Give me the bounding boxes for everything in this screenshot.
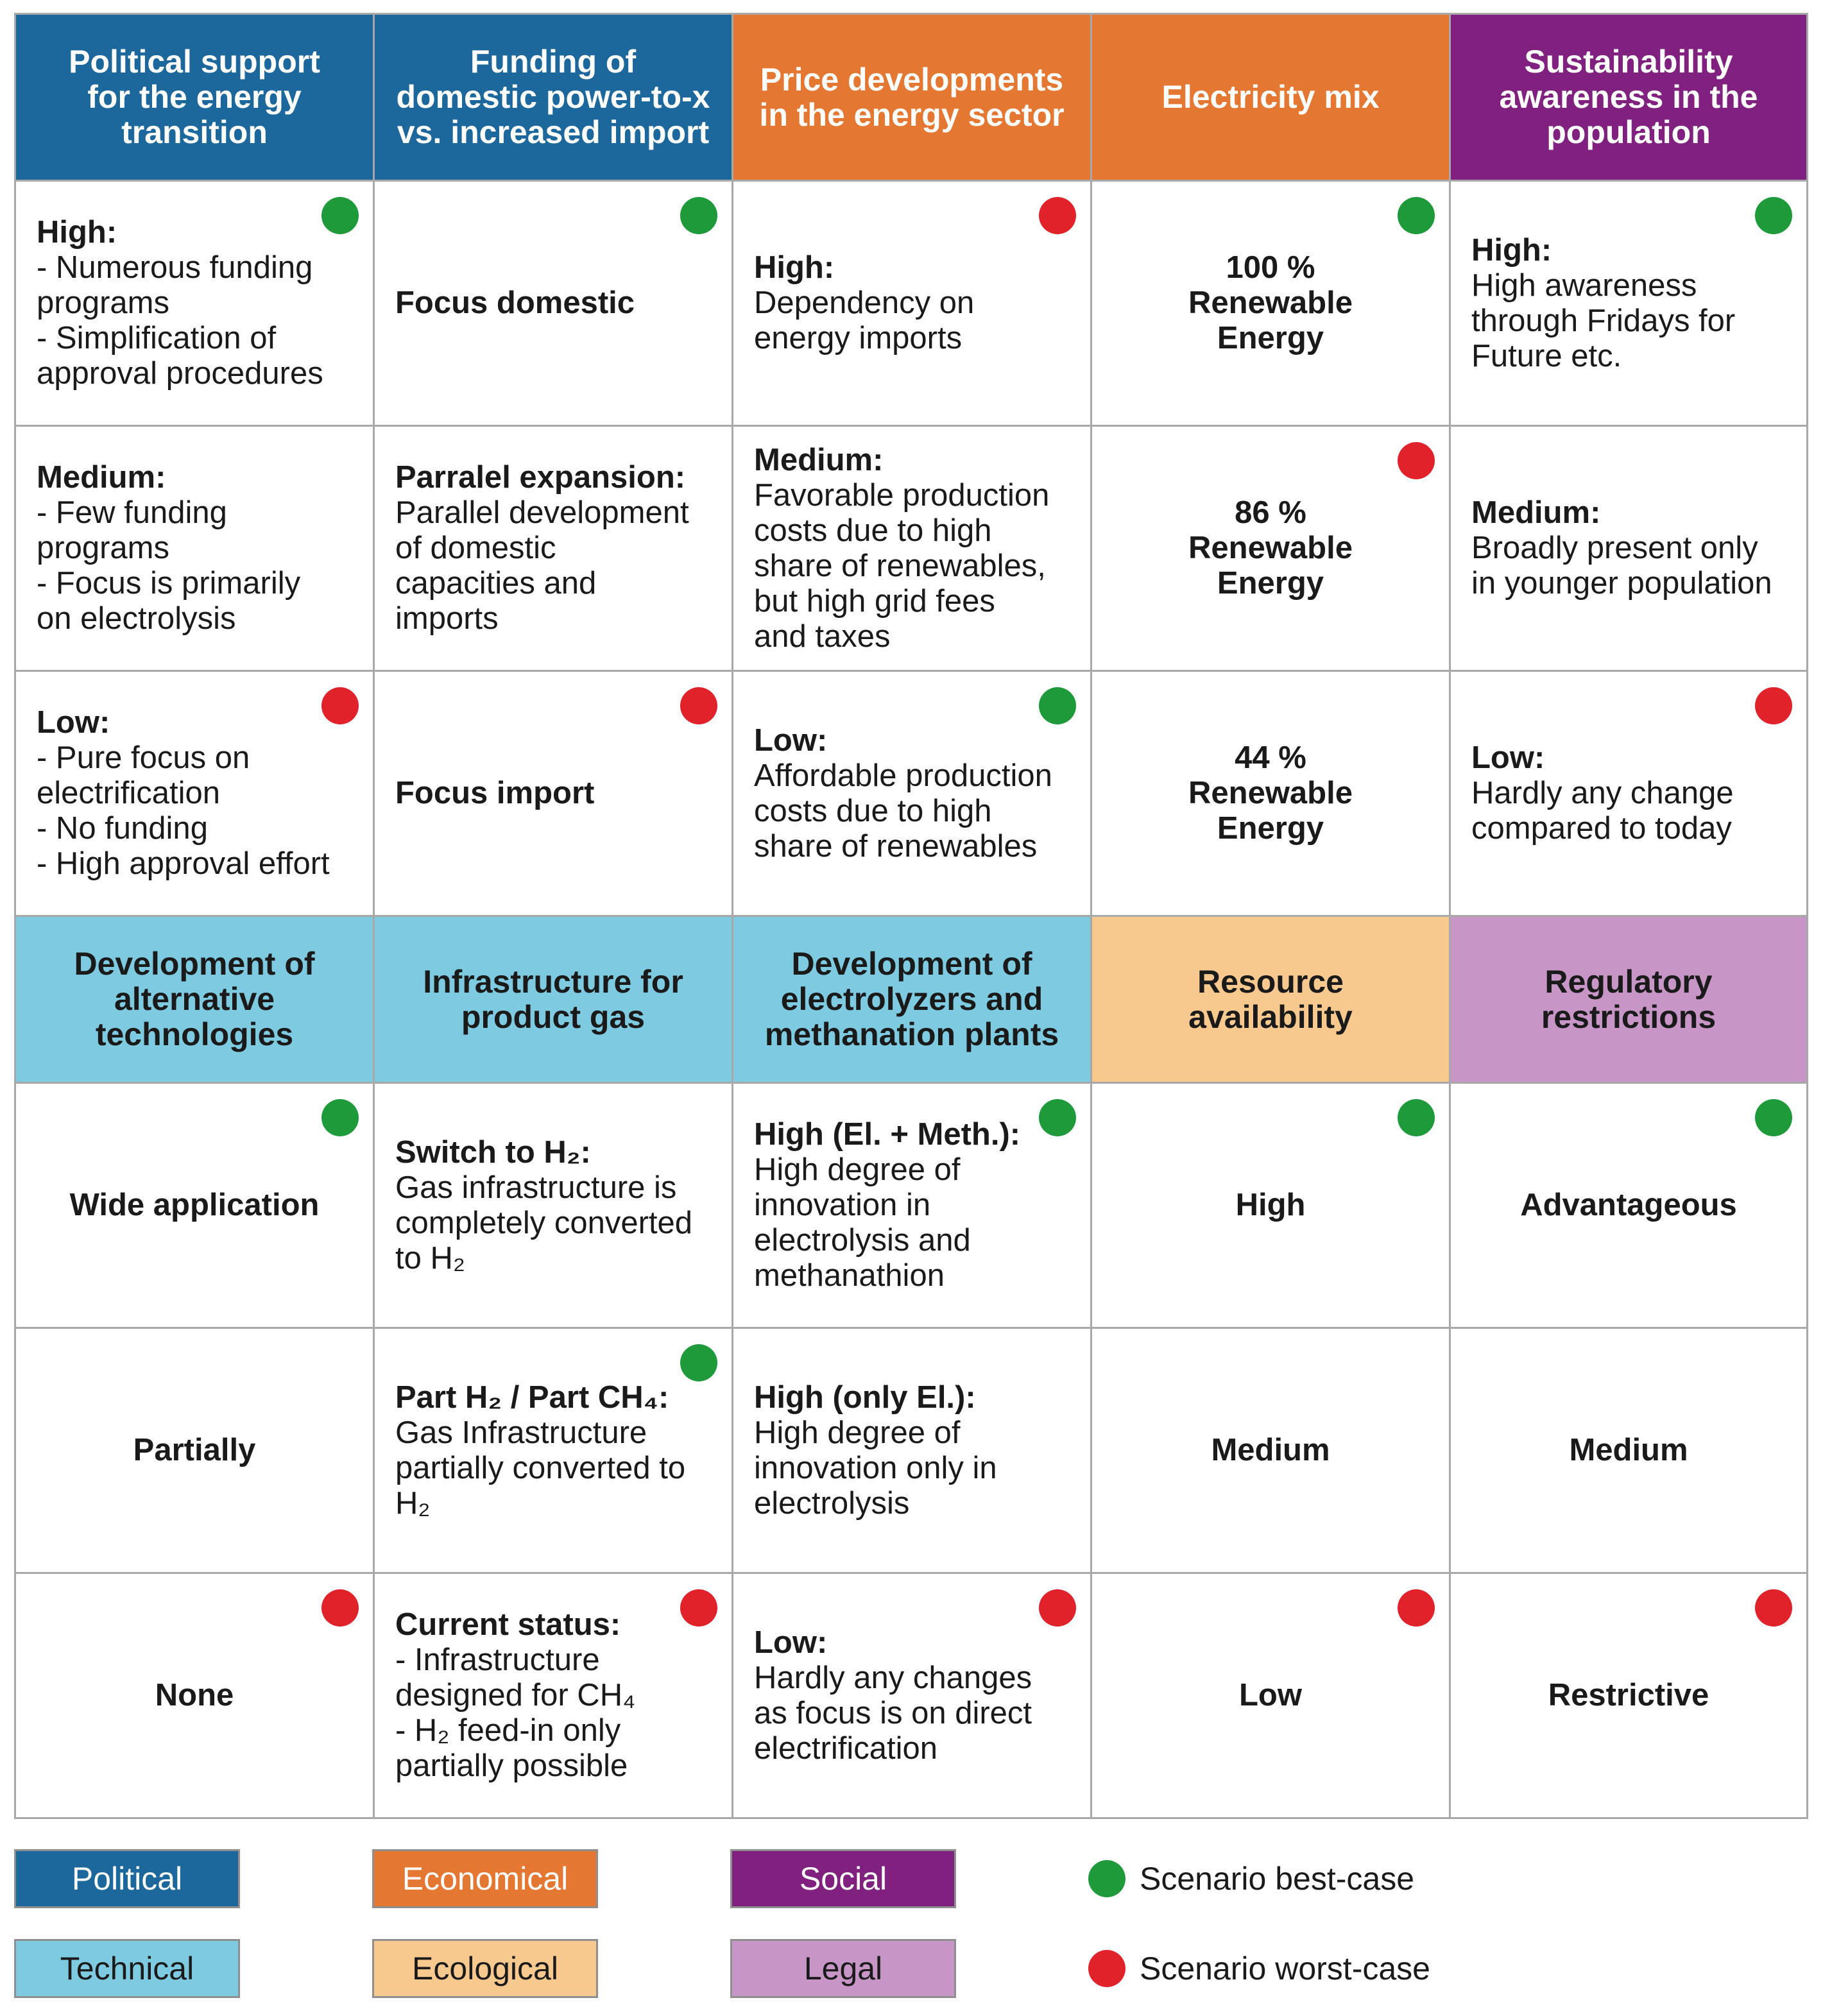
legend-legal bbox=[730, 1939, 956, 1998]
scenario-cell bbox=[1090, 180, 1451, 427]
worst-case-dot-icon bbox=[1398, 1589, 1435, 1627]
cell-text bbox=[754, 1117, 1020, 1294]
worst-case-dot-icon bbox=[1039, 197, 1076, 234]
category-header-funding-of-domestic-power-to-x-vs-increased-import bbox=[373, 13, 733, 182]
scenario-cell bbox=[1090, 670, 1451, 917]
cell-text bbox=[1188, 740, 1353, 846]
cell-text bbox=[155, 1678, 234, 1713]
cell-text bbox=[1188, 250, 1353, 356]
cell-body: - Few funding programs - Focus is primarily on electrolysis bbox=[37, 495, 301, 636]
worst-case-dot-icon bbox=[1039, 1589, 1076, 1627]
cell-body: Hardly any changes as focus is on direct electrification bbox=[754, 1660, 1032, 1766]
cell-title: High (El. + Meth.): bbox=[754, 1117, 1021, 1152]
best-case-dot-icon bbox=[680, 197, 717, 234]
cell-body: Favorable production costs due to high share of renewables, but high grid fees and taxes bbox=[754, 477, 1050, 654]
cell-text bbox=[37, 215, 323, 391]
cell-title: Advantageous bbox=[1520, 1188, 1737, 1222]
scenario-cell bbox=[1090, 1327, 1451, 1574]
cell-text bbox=[754, 443, 1049, 654]
cell-title: Switch to H₂: bbox=[395, 1134, 591, 1170]
best-case-dot-icon bbox=[321, 1099, 359, 1136]
scenario-cell bbox=[732, 1572, 1092, 1819]
best-case-dot-icon bbox=[1039, 1099, 1076, 1136]
cell-text bbox=[395, 286, 635, 321]
cell-body: Gas Infrastructure partially converted to H₂ bbox=[395, 1415, 686, 1521]
cell-text bbox=[133, 1433, 256, 1468]
scenario-cell bbox=[373, 425, 733, 672]
cell-text bbox=[37, 705, 330, 882]
scenario-matrix bbox=[14, 13, 1808, 1824]
scenario-cell bbox=[14, 1082, 375, 1329]
cell-text bbox=[70, 1188, 320, 1223]
cell-title: Low: bbox=[37, 705, 110, 740]
cell-title: High: bbox=[37, 215, 117, 250]
cell-text bbox=[754, 1380, 997, 1521]
cell-text bbox=[1211, 1433, 1330, 1468]
best-case-dot-icon bbox=[1039, 687, 1076, 724]
category-header-regulatory-restrictions bbox=[1449, 915, 1808, 1084]
cell-text bbox=[395, 1607, 635, 1784]
scenario-cell bbox=[373, 670, 733, 917]
cell-title: Focus import bbox=[395, 776, 595, 810]
legend-social bbox=[730, 1849, 956, 1908]
scenario-cell bbox=[1090, 425, 1451, 672]
cell-body: Hardly any change compared to today bbox=[1471, 776, 1734, 846]
cell-title: Medium: bbox=[1471, 495, 1601, 530]
cell-text bbox=[1520, 1188, 1737, 1223]
legend-economical bbox=[372, 1849, 598, 1908]
cell-title: Medium: bbox=[754, 442, 884, 477]
category-header-electricity-mix bbox=[1090, 13, 1451, 182]
legend-technical bbox=[14, 1939, 240, 1998]
scenario-cell bbox=[14, 670, 375, 917]
best-case-dot-icon bbox=[321, 197, 359, 234]
best-case-dot-icon bbox=[1398, 1099, 1435, 1136]
cell-title: 44 % Renewable Energy bbox=[1188, 740, 1353, 846]
scenario-cell bbox=[732, 670, 1092, 917]
cell-title: Focus domestic bbox=[395, 286, 635, 320]
cell-title: Low: bbox=[754, 722, 828, 758]
header-title: Electricity mix bbox=[1161, 79, 1380, 115]
cell-body: Broadly present only in younger population bbox=[1471, 531, 1772, 601]
cell-title: None bbox=[155, 1678, 234, 1713]
cell-body: High awareness through Fridays for Future etc. bbox=[1471, 268, 1736, 373]
header-title: Political support for the energy transition bbox=[69, 44, 320, 150]
scenario-cell bbox=[373, 1082, 733, 1329]
scenario-cell bbox=[14, 1327, 375, 1574]
cell-title: Partially bbox=[133, 1433, 256, 1467]
best-case-dot-icon bbox=[1755, 197, 1792, 234]
cell-title: Low: bbox=[754, 1625, 828, 1660]
cell-body: Parallel development of domestic capacities and imports bbox=[395, 495, 689, 636]
scenario-cell bbox=[732, 180, 1092, 427]
scenario-cell bbox=[14, 180, 375, 427]
worst-case-dot-icon bbox=[1755, 1589, 1792, 1627]
scenario-cell bbox=[1449, 1572, 1808, 1819]
header-title: Funding of domestic power-to-x vs. increased import bbox=[396, 44, 710, 150]
worst-case-legend-label: Scenario worst-case bbox=[1140, 1951, 1430, 1986]
legend-political bbox=[14, 1849, 240, 1908]
cell-text bbox=[754, 1625, 1032, 1766]
worst-case-legend-dot-icon bbox=[1088, 1950, 1125, 1987]
scenario-cell bbox=[1449, 180, 1808, 427]
cell-body: High degree of innovation in electrolysis and methanathion bbox=[754, 1152, 971, 1293]
cell-text bbox=[37, 460, 300, 636]
category-header-development-of-alternative-technologies bbox=[14, 915, 375, 1084]
cell-title: Parralel expansion: bbox=[395, 460, 686, 495]
worst-case-dot-icon bbox=[321, 1589, 359, 1627]
cell-text bbox=[1548, 1678, 1709, 1713]
header-title: Sustainability awareness in the population bbox=[1499, 44, 1758, 150]
best-case-legend-dot-icon bbox=[1088, 1860, 1125, 1897]
worst-case-dot-icon bbox=[1755, 687, 1792, 724]
cell-text bbox=[395, 1135, 692, 1276]
cell-title: 86 % Renewable Energy bbox=[1188, 495, 1353, 601]
scenario-cell bbox=[14, 425, 375, 672]
header-title: Development of electrolyzers and methanation plants bbox=[764, 946, 1059, 1052]
cell-title: Part H₂ / Part CH₄: bbox=[395, 1380, 669, 1415]
cell-title: High: bbox=[754, 250, 835, 285]
cell-body: Dependency on energy imports bbox=[754, 286, 975, 355]
cell-title: Medium bbox=[1211, 1433, 1330, 1467]
scenario-cell bbox=[732, 425, 1092, 672]
cell-text bbox=[1471, 495, 1772, 601]
cell-text bbox=[754, 250, 974, 356]
scenario-cell bbox=[1449, 425, 1808, 672]
cell-text bbox=[1188, 495, 1353, 601]
cell-body: Affordable production costs due to high share of renewables bbox=[754, 758, 1052, 864]
legend-label: Technical bbox=[60, 1951, 194, 1986]
scenario-cell bbox=[373, 180, 733, 427]
cell-body: Gas infrastructure is completely converted to H₂ bbox=[395, 1170, 693, 1276]
category-header-resource-availability bbox=[1090, 915, 1451, 1084]
scenario-cell bbox=[1449, 670, 1808, 917]
scenario-cell bbox=[373, 1572, 733, 1819]
cell-title: Medium: bbox=[37, 460, 166, 495]
scenario-cell bbox=[1449, 1327, 1808, 1574]
cell-title: Current status: bbox=[395, 1607, 621, 1642]
scenario-cell bbox=[732, 1327, 1092, 1574]
header-title: Price developments in the energy sector bbox=[759, 61, 1065, 133]
header-title: Regulatory restrictions bbox=[1541, 963, 1716, 1035]
cell-title: High bbox=[1235, 1188, 1306, 1222]
cell-text bbox=[1239, 1678, 1302, 1713]
best-case-dot-icon bbox=[1398, 197, 1435, 234]
best-case-dot-icon bbox=[680, 1344, 717, 1381]
cell-title: High: bbox=[1471, 232, 1552, 268]
scenario-cell bbox=[1090, 1082, 1451, 1329]
scenario-cell bbox=[14, 1572, 375, 1819]
cell-body: - Infrastructure designed for CH₄ - H₂ feed-in only partially possible bbox=[395, 1643, 636, 1783]
scenario-cell bbox=[732, 1082, 1092, 1329]
best-case-dot-icon bbox=[1755, 1099, 1792, 1136]
category-header-development-of-electrolyzers-and-methanation-plants bbox=[732, 915, 1092, 1084]
worst-case-dot-icon bbox=[1398, 442, 1435, 479]
cell-text bbox=[1471, 740, 1734, 846]
scenario-cell bbox=[373, 1327, 733, 1574]
cell-text bbox=[754, 723, 1052, 864]
cell-text bbox=[1569, 1433, 1688, 1468]
scenario-cell bbox=[1449, 1082, 1808, 1329]
cell-body: - Pure focus on electrification - No funding - High approval effort bbox=[37, 740, 330, 881]
cell-text bbox=[1471, 233, 1735, 374]
scenario-cell bbox=[1090, 1572, 1451, 1819]
cell-title: Restrictive bbox=[1548, 1678, 1709, 1713]
cell-title: Low: bbox=[1471, 740, 1545, 775]
cell-title: Medium bbox=[1569, 1433, 1688, 1467]
category-header-sustainability-awareness-in-the-population bbox=[1449, 13, 1808, 182]
legend-ecological bbox=[372, 1939, 598, 1998]
legend-label: Ecological bbox=[412, 1951, 558, 1986]
category-header-price-developments-in-the-energy-sector bbox=[732, 13, 1092, 182]
worst-case-dot-icon bbox=[680, 1589, 717, 1627]
cell-text bbox=[395, 460, 689, 636]
header-title: Resource availability bbox=[1188, 963, 1353, 1035]
legend-label: Economical bbox=[402, 1861, 569, 1897]
cell-body: High degree of innovation only in electrolysis bbox=[754, 1415, 997, 1521]
cell-title: Low bbox=[1239, 1678, 1302, 1713]
cell-text bbox=[395, 1380, 685, 1521]
header-title: Infrastructure for product gas bbox=[423, 963, 683, 1035]
legend-label: Social bbox=[799, 1861, 887, 1897]
best-case-legend-label: Scenario best-case bbox=[1140, 1861, 1415, 1897]
cell-text bbox=[1236, 1188, 1306, 1223]
category-header-infrastructure-for-product-gas bbox=[373, 915, 733, 1084]
legend-label: Political bbox=[71, 1861, 183, 1897]
legend-label: Legal bbox=[803, 1951, 883, 1986]
cell-title: 100 % Renewable Energy bbox=[1188, 250, 1353, 355]
worst-case-dot-icon bbox=[321, 687, 359, 724]
category-header-political-support-for-the-energy-transition bbox=[14, 13, 375, 182]
header-title: Development of alternative technologies bbox=[74, 946, 315, 1052]
worst-case-dot-icon bbox=[680, 687, 717, 724]
cell-title: High (only El.): bbox=[754, 1380, 976, 1415]
cell-body: - Numerous funding programs - Simplification of approval procedures bbox=[37, 250, 323, 391]
cell-title: Wide application bbox=[69, 1188, 320, 1222]
cell-text bbox=[395, 776, 594, 811]
